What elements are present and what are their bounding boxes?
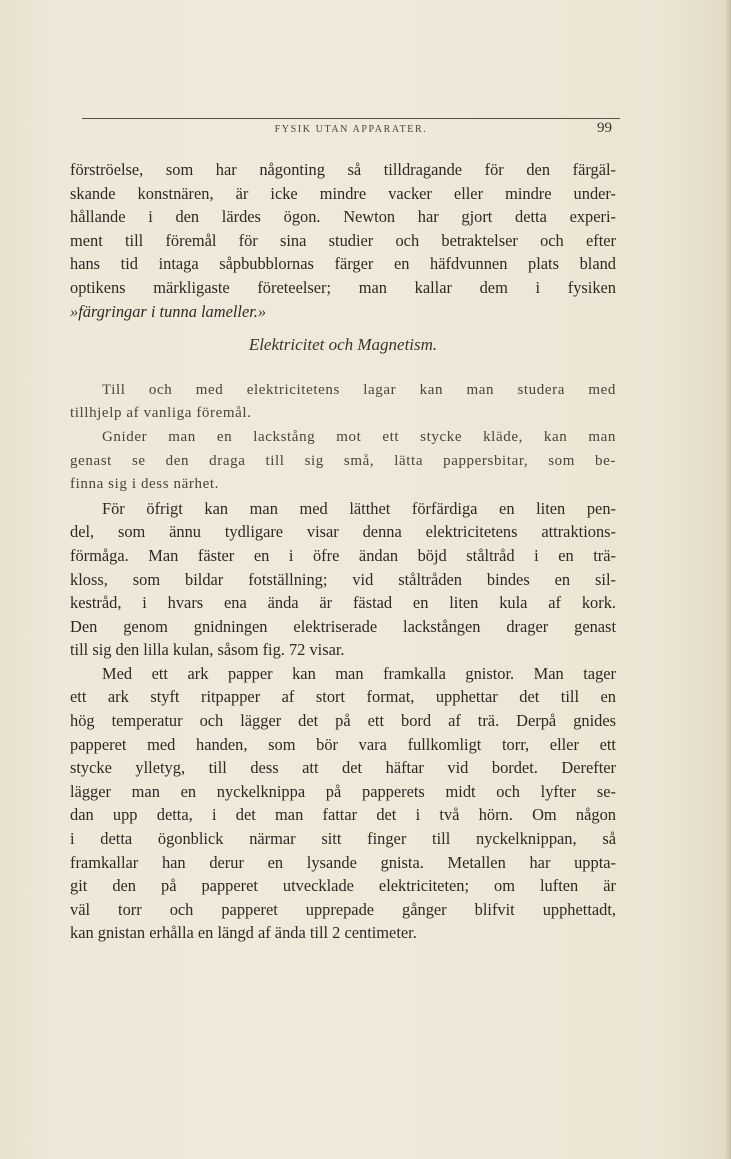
page-header: [82, 118, 620, 140]
text-line: hållande i den lärdes ögon. Newton har gjort detta experi-: [70, 207, 616, 227]
text-line: stycke ylletyg, till dess att det häftar vid bordet. Derefter: [70, 758, 616, 778]
text-line: väl torr och papperet upprepade gånger blifvit upphettadt,: [70, 899, 616, 919]
small-print-block: [70, 379, 616, 497]
text-line: git den på papperet utvecklade elektriciteten; om luften är: [70, 876, 616, 896]
text-line: förströelse, som har någonting så tilldragande för den färgäl-: [70, 160, 616, 179]
small-paragraph: [70, 379, 616, 426]
paragraph-pendulum: [70, 497, 616, 662]
text-line: ett ark styft ritpapper af stort format, upphettar det till en: [70, 687, 616, 707]
text-line: förmåga. Man fäster en i öfre ändan böjd ståltråd i en trä-: [70, 545, 616, 565]
body-text: [70, 158, 616, 945]
text-line-italic: »färgringar i tunna lameller.»: [70, 301, 267, 321]
text-line: Gnider man en lackstång mot ett stycke kläde, kan man: [102, 428, 616, 445]
text-line: Den genom gnidningen elektriserade lackstången drager genast: [70, 616, 616, 636]
text-line: framkallar han derur en lysande gnista. Metallen har uppta-: [70, 852, 616, 872]
text-line: ment till föremål för sina studier och betraktelser och efter: [70, 230, 616, 250]
paragraph-sparks: [70, 662, 616, 945]
text-line: genast se den draga till sig små, lätta pappersbitar, som be-: [70, 452, 616, 469]
text-line: kestråd, i hvars ena ända är fästad en liten kula af kork.: [70, 593, 616, 613]
text-line: hög temperatur och lägger det på ett bord af trä. Derpå gnides: [70, 711, 616, 731]
small-paragraph: [70, 426, 616, 497]
text-line: dan upp detta, i det man fattar det i två hörn. Om någon: [70, 805, 616, 825]
text-line: Till och med elektricitetens lagar kan man studera med: [102, 381, 616, 398]
page-number: 99: [597, 120, 612, 136]
header-rule: [82, 118, 620, 119]
text-line: kan gnistan erhålla en längd af ända till 2 centimeter.: [70, 923, 417, 943]
running-head: FYSIK UTAN APPARATER.: [274, 124, 428, 135]
text-line: skande konstnären, är icke mindre vacker eller mindre under-: [70, 183, 616, 203]
text-line: kloss, som bildar fotställning; vid ståltråden bindes en sil-: [70, 569, 616, 589]
text-line: i detta ögonblick närmar sitt finger till nyckelknippan, så: [70, 829, 616, 849]
text-line: finna sig i dess närhet.: [70, 476, 219, 493]
section-heading: Elektricitet och Magnetism.: [248, 335, 438, 355]
text-line: till sig den lilla kulan, såsom fig. 72 visar.: [70, 640, 345, 660]
intro-paragraph: [70, 158, 616, 323]
text-line: del, som ännu tydligare visar denna elektricitetens attraktions-: [70, 522, 616, 542]
text-line: papperet med handen, som bör vara fullkomligt torr, eller ett: [70, 734, 616, 754]
text-line: tillhjelp af vanliga föremål.: [70, 405, 252, 422]
page-edge-shadow: [725, 0, 731, 1159]
text-line: optikens märkligaste företeelser; man kallar dem i fysiken: [70, 277, 616, 297]
text-line: För öfrigt kan man med lätthet förfärdiga en liten pen-: [102, 498, 616, 518]
text-line: lägger man en nyckelknippa på papperets midt och lyfter se-: [70, 781, 616, 801]
text-line: Med ett ark papper kan man framkalla gnistor. Man tager: [102, 663, 616, 683]
text-line: hans tid intaga såpbubblornas färger en häfdvunnen plats bland: [70, 254, 616, 274]
